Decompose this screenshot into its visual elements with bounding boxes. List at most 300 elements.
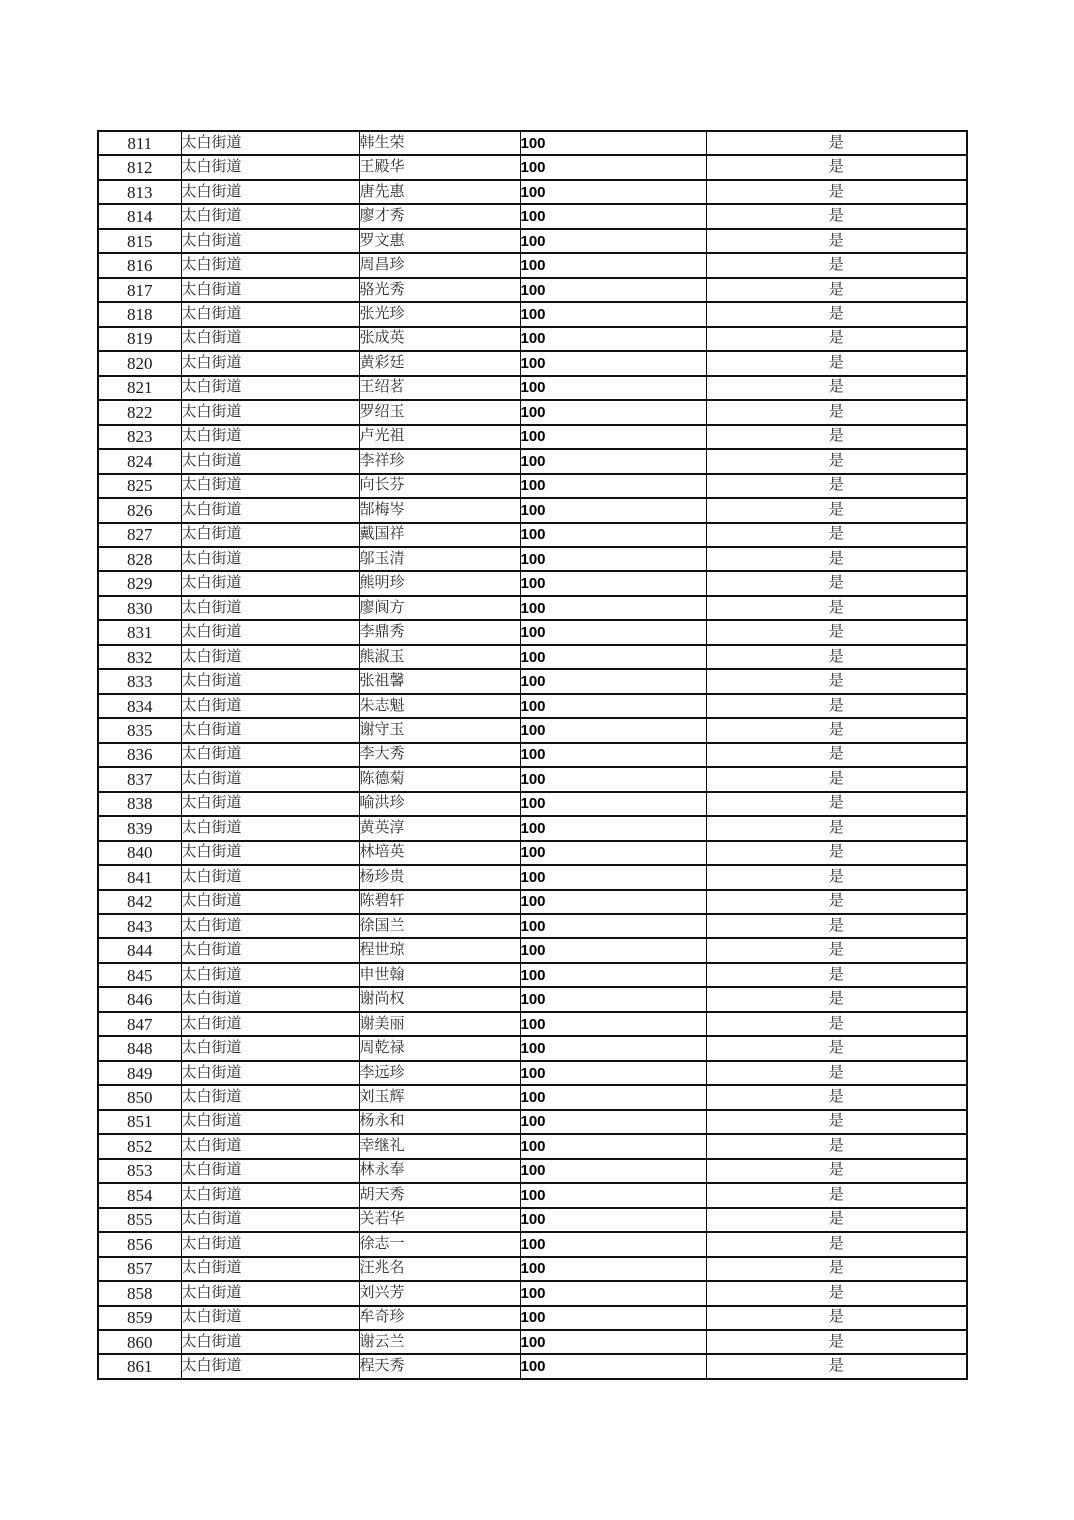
street-cell: 太白街道 xyxy=(181,938,359,962)
street-cell: 太白街道 xyxy=(181,694,359,718)
score-cell: 100 xyxy=(520,865,706,889)
score-cell: 100 xyxy=(520,841,706,865)
street-cell: 太白街道 xyxy=(181,841,359,865)
flag-cell: 是 xyxy=(706,327,967,351)
name-cell: 罗绍玉 xyxy=(359,400,520,424)
score-cell: 100 xyxy=(520,498,706,522)
flag-cell: 是 xyxy=(706,865,967,889)
name-cell: 程世琼 xyxy=(359,938,520,962)
name-cell: 向长芬 xyxy=(359,474,520,498)
name-cell: 林永奉 xyxy=(359,1159,520,1183)
name-cell: 李大秀 xyxy=(359,743,520,767)
flag-cell: 是 xyxy=(706,596,967,620)
flag-cell: 是 xyxy=(706,620,967,644)
table-row xyxy=(98,229,967,253)
street-cell: 太白街道 xyxy=(181,1061,359,1085)
street-cell: 太白街道 xyxy=(181,669,359,693)
street-cell: 太白街道 xyxy=(181,963,359,987)
row-number-cell: 817 xyxy=(98,278,181,302)
street-cell: 太白街道 xyxy=(181,155,359,179)
score-cell: 100 xyxy=(520,987,706,1011)
table-row xyxy=(98,498,967,522)
flag-cell: 是 xyxy=(706,767,967,791)
table-row xyxy=(98,1085,967,1109)
table-row xyxy=(98,376,967,400)
name-cell: 程天秀 xyxy=(359,1354,520,1379)
score-cell: 100 xyxy=(520,620,706,644)
street-cell: 太白街道 xyxy=(181,1036,359,1060)
street-cell: 太白街道 xyxy=(181,1281,359,1305)
score-cell: 100 xyxy=(520,155,706,179)
score-cell: 100 xyxy=(520,938,706,962)
row-number-cell: 859 xyxy=(98,1306,181,1330)
table-row xyxy=(98,547,967,571)
score-cell: 100 xyxy=(520,547,706,571)
street-cell: 太白街道 xyxy=(181,351,359,375)
flag-cell: 是 xyxy=(706,694,967,718)
street-cell: 太白街道 xyxy=(181,253,359,277)
score-cell: 100 xyxy=(520,229,706,253)
flag-cell: 是 xyxy=(706,376,967,400)
street-cell: 太白街道 xyxy=(181,1208,359,1232)
street-cell: 太白街道 xyxy=(181,596,359,620)
street-cell: 太白街道 xyxy=(181,1134,359,1158)
flag-cell: 是 xyxy=(706,743,967,767)
street-cell: 太白街道 xyxy=(181,1354,359,1379)
table-row xyxy=(98,743,967,767)
score-cell: 100 xyxy=(520,645,706,669)
score-cell: 100 xyxy=(520,914,706,938)
row-number-cell: 812 xyxy=(98,155,181,179)
score-cell: 100 xyxy=(520,890,706,914)
table-row xyxy=(98,449,967,473)
row-number-cell: 834 xyxy=(98,694,181,718)
flag-cell: 是 xyxy=(706,523,967,547)
flag-cell: 是 xyxy=(706,1257,967,1281)
row-number-cell: 830 xyxy=(98,596,181,620)
score-cell: 100 xyxy=(520,351,706,375)
name-cell: 谢美丽 xyxy=(359,1012,520,1036)
score-cell: 100 xyxy=(520,1306,706,1330)
score-cell: 100 xyxy=(520,449,706,473)
street-cell: 太白街道 xyxy=(181,767,359,791)
row-number-cell: 843 xyxy=(98,914,181,938)
flag-cell: 是 xyxy=(706,1061,967,1085)
street-cell: 太白街道 xyxy=(181,327,359,351)
score-cell: 100 xyxy=(520,571,706,595)
row-number-cell: 848 xyxy=(98,1036,181,1060)
flag-cell: 是 xyxy=(706,792,967,816)
flag-cell: 是 xyxy=(706,645,967,669)
score-cell: 100 xyxy=(520,302,706,326)
street-cell: 太白街道 xyxy=(181,987,359,1011)
table-row xyxy=(98,1257,967,1281)
table-row xyxy=(98,694,967,718)
row-number-cell: 841 xyxy=(98,865,181,889)
name-cell: 汪兆名 xyxy=(359,1257,520,1281)
street-cell: 太白街道 xyxy=(181,204,359,228)
row-number-cell: 850 xyxy=(98,1085,181,1109)
street-cell: 太白街道 xyxy=(181,914,359,938)
flag-cell: 是 xyxy=(706,718,967,742)
table-row xyxy=(98,474,967,498)
row-number-cell: 820 xyxy=(98,351,181,375)
row-number-cell: 829 xyxy=(98,571,181,595)
table-row xyxy=(98,302,967,326)
row-number-cell: 826 xyxy=(98,498,181,522)
row-number-cell: 852 xyxy=(98,1134,181,1158)
score-cell: 100 xyxy=(520,131,706,155)
score-cell: 100 xyxy=(520,180,706,204)
name-cell: 周昌珍 xyxy=(359,253,520,277)
table-row xyxy=(98,1281,967,1305)
table-row xyxy=(98,523,967,547)
name-cell: 刘兴芳 xyxy=(359,1281,520,1305)
table-row xyxy=(98,620,967,644)
street-cell: 太白街道 xyxy=(181,1085,359,1109)
street-cell: 太白街道 xyxy=(181,645,359,669)
table-row xyxy=(98,1134,967,1158)
street-cell: 太白街道 xyxy=(181,523,359,547)
flag-cell: 是 xyxy=(706,816,967,840)
name-cell: 韩生荣 xyxy=(359,131,520,155)
row-number-cell: 836 xyxy=(98,743,181,767)
row-number-cell: 856 xyxy=(98,1232,181,1256)
name-cell: 李鼎秀 xyxy=(359,620,520,644)
name-cell: 谢尚权 xyxy=(359,987,520,1011)
row-number-cell: 842 xyxy=(98,890,181,914)
table-row xyxy=(98,1208,967,1232)
name-cell: 郜梅岑 xyxy=(359,498,520,522)
name-cell: 陈德菊 xyxy=(359,767,520,791)
table-row xyxy=(98,596,967,620)
table-row xyxy=(98,865,967,889)
flag-cell: 是 xyxy=(706,351,967,375)
table-row xyxy=(98,1306,967,1330)
row-number-cell: 838 xyxy=(98,792,181,816)
flag-cell: 是 xyxy=(706,1134,967,1158)
table-row xyxy=(98,327,967,351)
row-number-cell: 813 xyxy=(98,180,181,204)
street-cell: 太白街道 xyxy=(181,1183,359,1207)
street-cell: 太白街道 xyxy=(181,180,359,204)
table-row xyxy=(98,841,967,865)
row-number-cell: 846 xyxy=(98,987,181,1011)
score-cell: 100 xyxy=(520,376,706,400)
flag-cell: 是 xyxy=(706,1036,967,1060)
row-number-cell: 827 xyxy=(98,523,181,547)
name-cell: 喻洪珍 xyxy=(359,792,520,816)
row-number-cell: 860 xyxy=(98,1330,181,1354)
table-body xyxy=(98,131,967,1379)
score-cell: 100 xyxy=(520,669,706,693)
row-number-cell: 814 xyxy=(98,204,181,228)
score-cell: 100 xyxy=(520,792,706,816)
name-cell: 胡天秀 xyxy=(359,1183,520,1207)
score-cell: 100 xyxy=(520,767,706,791)
score-cell: 100 xyxy=(520,1134,706,1158)
table-row xyxy=(98,645,967,669)
flag-cell: 是 xyxy=(706,1281,967,1305)
flag-cell: 是 xyxy=(706,1159,967,1183)
flag-cell: 是 xyxy=(706,180,967,204)
row-number-cell: 822 xyxy=(98,400,181,424)
resident-score-table xyxy=(97,130,968,1380)
street-cell: 太白街道 xyxy=(181,229,359,253)
name-cell: 刘玉辉 xyxy=(359,1085,520,1109)
name-cell: 黄英淳 xyxy=(359,816,520,840)
name-cell: 卢光祖 xyxy=(359,425,520,449)
name-cell: 廖才秀 xyxy=(359,204,520,228)
street-cell: 太白街道 xyxy=(181,1257,359,1281)
score-cell: 100 xyxy=(520,963,706,987)
score-cell: 100 xyxy=(520,1159,706,1183)
flag-cell: 是 xyxy=(706,987,967,1011)
flag-cell: 是 xyxy=(706,669,967,693)
table-row xyxy=(98,571,967,595)
table-row xyxy=(98,1232,967,1256)
street-cell: 太白街道 xyxy=(181,449,359,473)
row-number-cell: 811 xyxy=(98,131,181,155)
score-cell: 100 xyxy=(520,1354,706,1379)
street-cell: 太白街道 xyxy=(181,302,359,326)
flag-cell: 是 xyxy=(706,1354,967,1379)
score-cell: 100 xyxy=(520,474,706,498)
name-cell: 徐志一 xyxy=(359,1232,520,1256)
name-cell: 张光珍 xyxy=(359,302,520,326)
table-row xyxy=(98,1061,967,1085)
name-cell: 杨永和 xyxy=(359,1110,520,1134)
name-cell: 廖阆方 xyxy=(359,596,520,620)
street-cell: 太白街道 xyxy=(181,1306,359,1330)
score-cell: 100 xyxy=(520,718,706,742)
table-row xyxy=(98,914,967,938)
name-cell: 李祥珍 xyxy=(359,449,520,473)
row-number-cell: 845 xyxy=(98,963,181,987)
street-cell: 太白街道 xyxy=(181,1159,359,1183)
name-cell: 林培英 xyxy=(359,841,520,865)
table-row xyxy=(98,1159,967,1183)
table-row xyxy=(98,131,967,155)
street-cell: 太白街道 xyxy=(181,816,359,840)
street-cell: 太白街道 xyxy=(181,376,359,400)
flag-cell: 是 xyxy=(706,278,967,302)
street-cell: 太白街道 xyxy=(181,743,359,767)
score-cell: 100 xyxy=(520,1257,706,1281)
name-cell: 王殿华 xyxy=(359,155,520,179)
table-row xyxy=(98,253,967,277)
table-row xyxy=(98,963,967,987)
flag-cell: 是 xyxy=(706,302,967,326)
street-cell: 太白街道 xyxy=(181,425,359,449)
name-cell: 黄彩廷 xyxy=(359,351,520,375)
table-row xyxy=(98,890,967,914)
score-cell: 100 xyxy=(520,1208,706,1232)
table-row xyxy=(98,1110,967,1134)
row-number-cell: 819 xyxy=(98,327,181,351)
row-number-cell: 821 xyxy=(98,376,181,400)
score-cell: 100 xyxy=(520,816,706,840)
row-number-cell: 858 xyxy=(98,1281,181,1305)
score-cell: 100 xyxy=(520,1330,706,1354)
row-number-cell: 849 xyxy=(98,1061,181,1085)
street-cell: 太白街道 xyxy=(181,400,359,424)
name-cell: 牟奇珍 xyxy=(359,1306,520,1330)
flag-cell: 是 xyxy=(706,890,967,914)
street-cell: 太白街道 xyxy=(181,498,359,522)
table-row xyxy=(98,1330,967,1354)
name-cell: 李远珍 xyxy=(359,1061,520,1085)
table-row xyxy=(98,1012,967,1036)
flag-cell: 是 xyxy=(706,914,967,938)
street-cell: 太白街道 xyxy=(181,571,359,595)
table-row xyxy=(98,1183,967,1207)
score-cell: 100 xyxy=(520,1085,706,1109)
score-cell: 100 xyxy=(520,253,706,277)
flag-cell: 是 xyxy=(706,1330,967,1354)
score-cell: 100 xyxy=(520,1183,706,1207)
flag-cell: 是 xyxy=(706,400,967,424)
street-cell: 太白街道 xyxy=(181,1232,359,1256)
street-cell: 太白街道 xyxy=(181,1012,359,1036)
name-cell: 王绍茗 xyxy=(359,376,520,400)
row-number-cell: 823 xyxy=(98,425,181,449)
row-number-cell: 824 xyxy=(98,449,181,473)
name-cell: 骆光秀 xyxy=(359,278,520,302)
flag-cell: 是 xyxy=(706,449,967,473)
row-number-cell: 818 xyxy=(98,302,181,326)
name-cell: 谢守玉 xyxy=(359,718,520,742)
score-cell: 100 xyxy=(520,596,706,620)
street-cell: 太白街道 xyxy=(181,1110,359,1134)
table-row xyxy=(98,987,967,1011)
score-cell: 100 xyxy=(520,1061,706,1085)
row-number-cell: 855 xyxy=(98,1208,181,1232)
flag-cell: 是 xyxy=(706,841,967,865)
name-cell: 熊明珍 xyxy=(359,571,520,595)
row-number-cell: 847 xyxy=(98,1012,181,1036)
flag-cell: 是 xyxy=(706,1183,967,1207)
flag-cell: 是 xyxy=(706,204,967,228)
name-cell: 熊淑玉 xyxy=(359,645,520,669)
street-cell: 太白街道 xyxy=(181,620,359,644)
flag-cell: 是 xyxy=(706,155,967,179)
table-row xyxy=(98,718,967,742)
street-cell: 太白街道 xyxy=(181,890,359,914)
table-row xyxy=(98,425,967,449)
score-cell: 100 xyxy=(520,1036,706,1060)
flag-cell: 是 xyxy=(706,253,967,277)
table-row xyxy=(98,400,967,424)
flag-cell: 是 xyxy=(706,1306,967,1330)
table-row xyxy=(98,1036,967,1060)
row-number-cell: 854 xyxy=(98,1183,181,1207)
row-number-cell: 815 xyxy=(98,229,181,253)
flag-cell: 是 xyxy=(706,571,967,595)
score-cell: 100 xyxy=(520,425,706,449)
name-cell: 关若华 xyxy=(359,1208,520,1232)
row-number-cell: 831 xyxy=(98,620,181,644)
flag-cell: 是 xyxy=(706,1085,967,1109)
name-cell: 戴国祥 xyxy=(359,523,520,547)
flag-cell: 是 xyxy=(706,1110,967,1134)
score-cell: 100 xyxy=(520,1110,706,1134)
name-cell: 陈碧轩 xyxy=(359,890,520,914)
name-cell: 徐国兰 xyxy=(359,914,520,938)
flag-cell: 是 xyxy=(706,474,967,498)
score-cell: 100 xyxy=(520,204,706,228)
street-cell: 太白街道 xyxy=(181,474,359,498)
row-number-cell: 828 xyxy=(98,547,181,571)
flag-cell: 是 xyxy=(706,938,967,962)
flag-cell: 是 xyxy=(706,229,967,253)
row-number-cell: 833 xyxy=(98,669,181,693)
flag-cell: 是 xyxy=(706,1232,967,1256)
row-number-cell: 851 xyxy=(98,1110,181,1134)
row-number-cell: 844 xyxy=(98,938,181,962)
street-cell: 太白街道 xyxy=(181,792,359,816)
name-cell: 申世翰 xyxy=(359,963,520,987)
name-cell: 张成英 xyxy=(359,327,520,351)
score-cell: 100 xyxy=(520,1232,706,1256)
row-number-cell: 861 xyxy=(98,1354,181,1379)
score-cell: 100 xyxy=(520,400,706,424)
score-cell: 100 xyxy=(520,1012,706,1036)
flag-cell: 是 xyxy=(706,547,967,571)
score-cell: 100 xyxy=(520,694,706,718)
flag-cell: 是 xyxy=(706,498,967,522)
table-row xyxy=(98,278,967,302)
table-row xyxy=(98,1354,967,1379)
score-cell: 100 xyxy=(520,743,706,767)
table-row xyxy=(98,938,967,962)
table-row xyxy=(98,792,967,816)
row-number-cell: 816 xyxy=(98,253,181,277)
row-number-cell: 825 xyxy=(98,474,181,498)
table-row xyxy=(98,816,967,840)
name-cell: 谢云兰 xyxy=(359,1330,520,1354)
street-cell: 太白街道 xyxy=(181,865,359,889)
name-cell: 杨珍贵 xyxy=(359,865,520,889)
table-row xyxy=(98,669,967,693)
street-cell: 太白街道 xyxy=(181,718,359,742)
score-cell: 100 xyxy=(520,327,706,351)
table-row xyxy=(98,155,967,179)
name-cell: 周乾禄 xyxy=(359,1036,520,1060)
flag-cell: 是 xyxy=(706,1012,967,1036)
row-number-cell: 857 xyxy=(98,1257,181,1281)
street-cell: 太白街道 xyxy=(181,547,359,571)
table-row xyxy=(98,204,967,228)
street-cell: 太白街道 xyxy=(181,1330,359,1354)
row-number-cell: 839 xyxy=(98,816,181,840)
row-number-cell: 840 xyxy=(98,841,181,865)
table-row xyxy=(98,767,967,791)
score-cell: 100 xyxy=(520,523,706,547)
score-cell: 100 xyxy=(520,1281,706,1305)
table-row xyxy=(98,180,967,204)
row-number-cell: 837 xyxy=(98,767,181,791)
street-cell: 太白街道 xyxy=(181,131,359,155)
name-cell: 张祖馨 xyxy=(359,669,520,693)
row-number-cell: 832 xyxy=(98,645,181,669)
flag-cell: 是 xyxy=(706,425,967,449)
flag-cell: 是 xyxy=(706,1208,967,1232)
name-cell: 幸继礼 xyxy=(359,1134,520,1158)
flag-cell: 是 xyxy=(706,131,967,155)
score-cell: 100 xyxy=(520,278,706,302)
name-cell: 朱志魁 xyxy=(359,694,520,718)
